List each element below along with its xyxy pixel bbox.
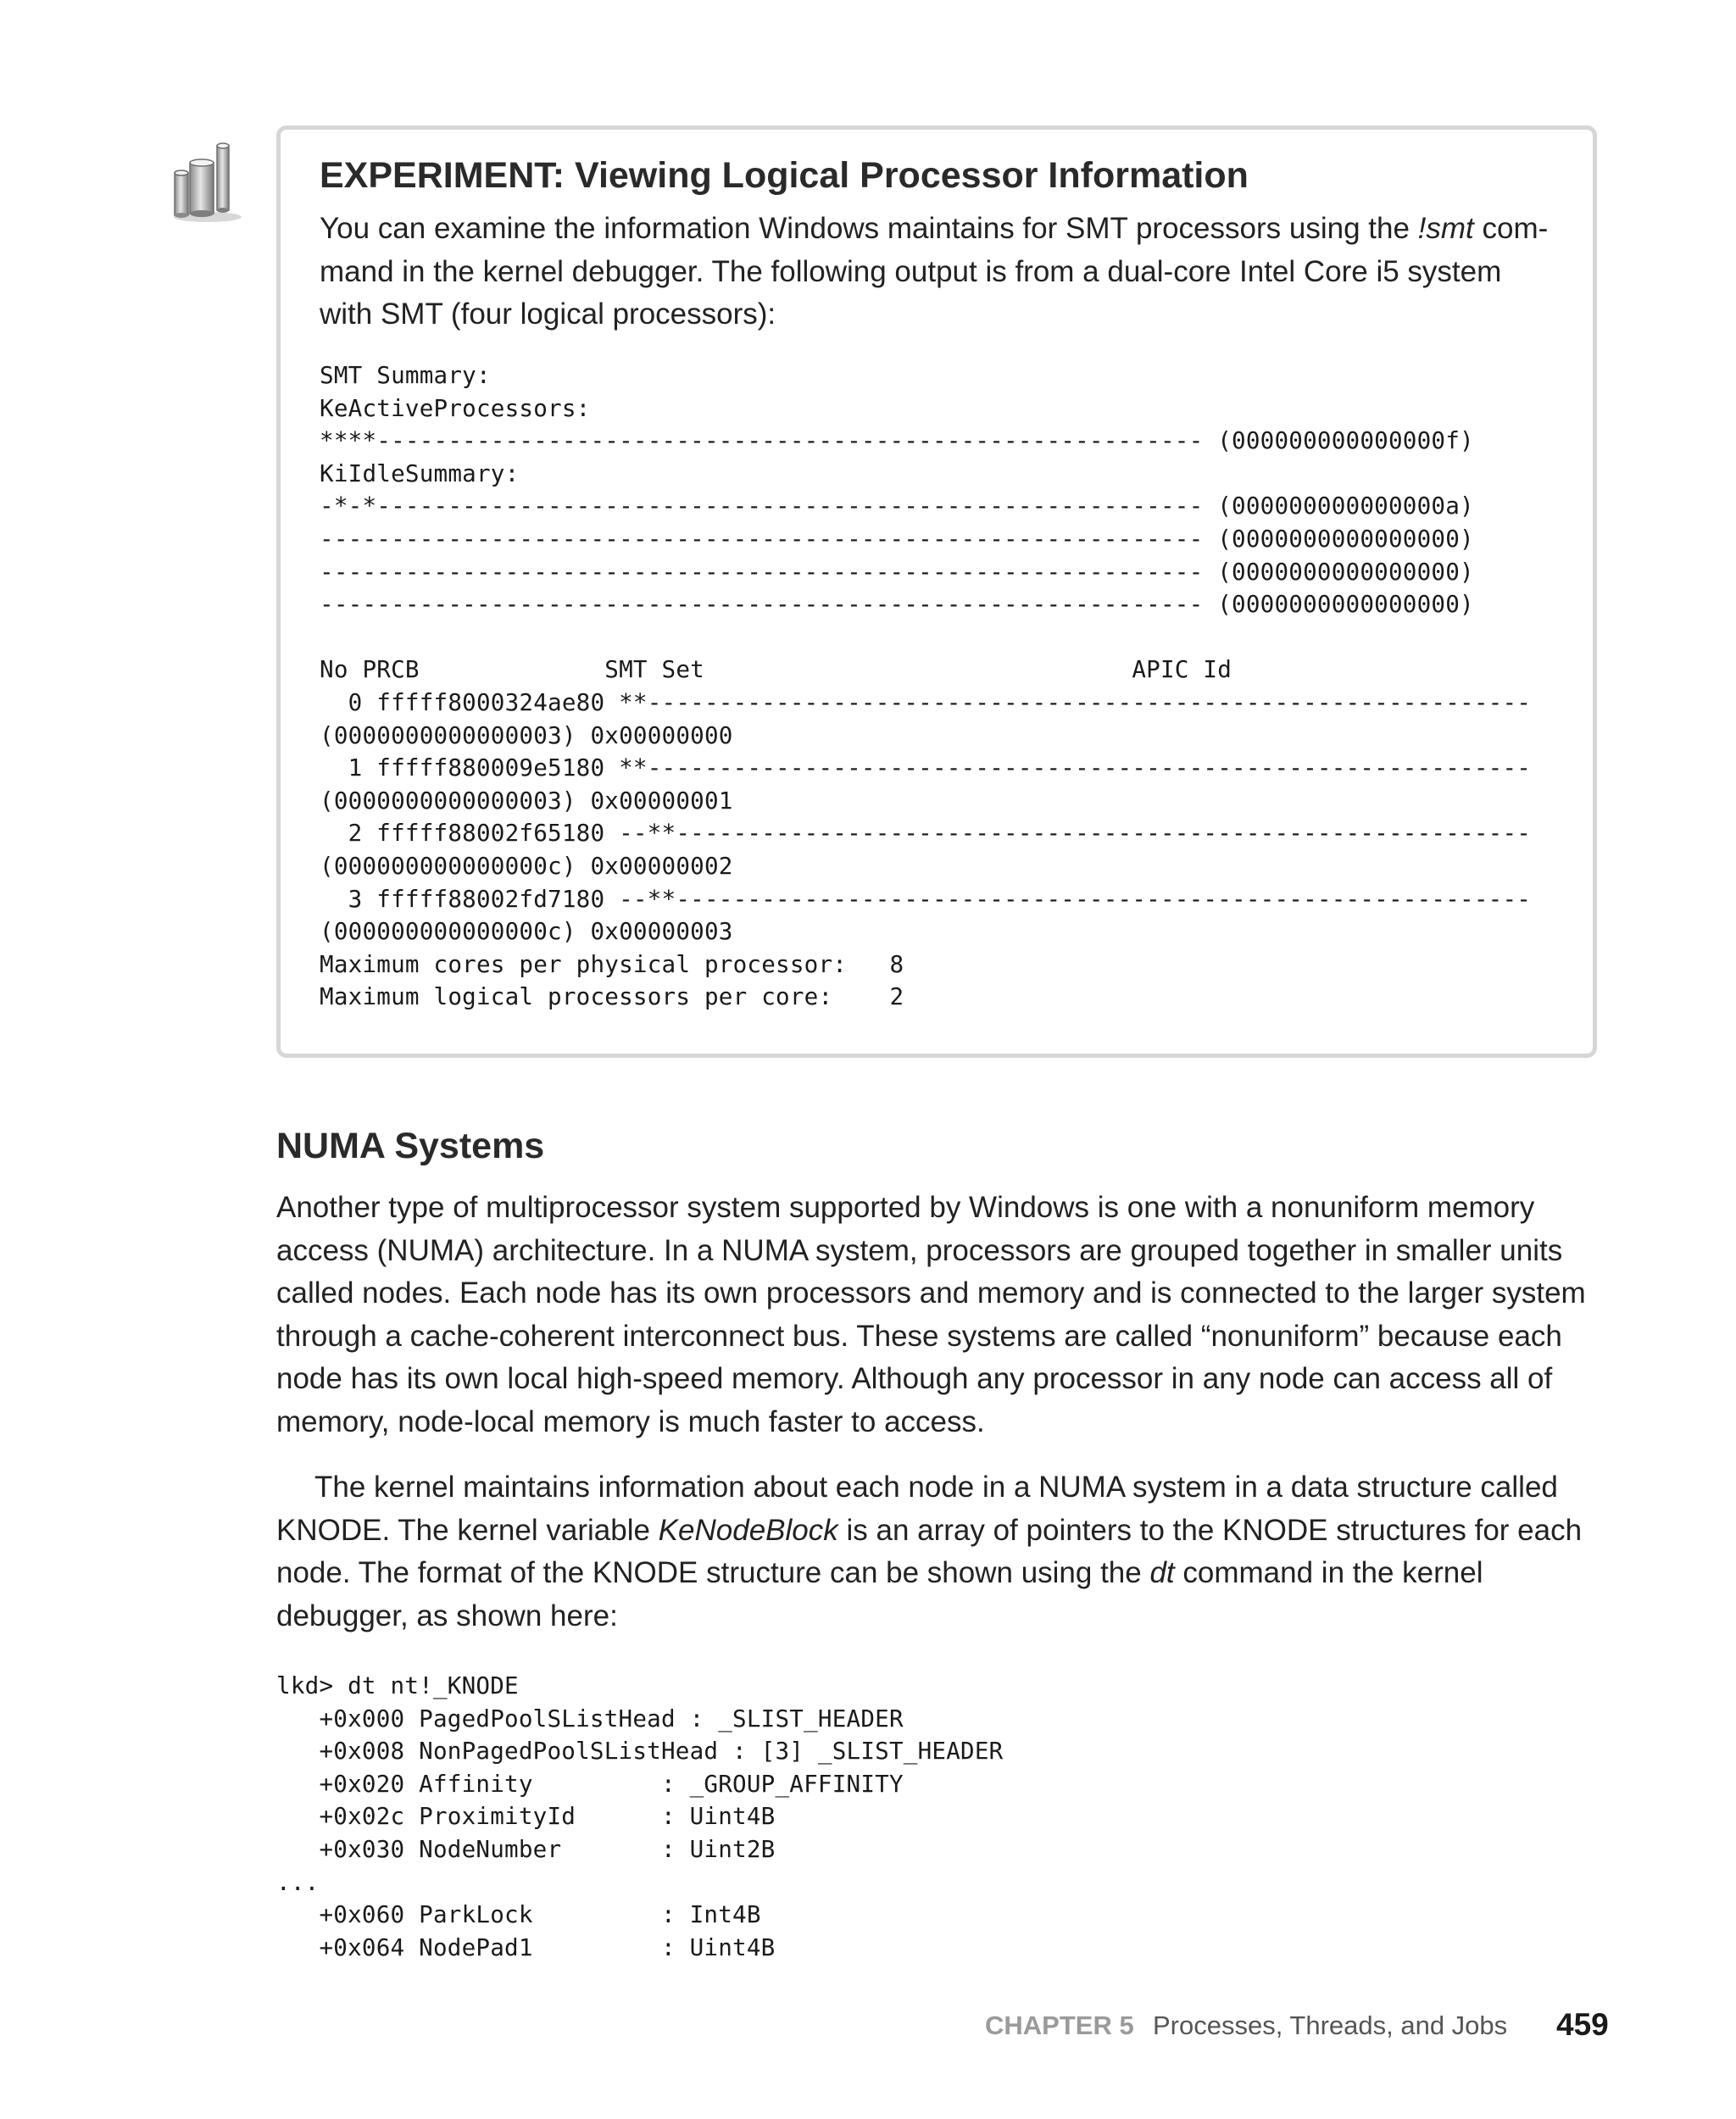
paragraph-text: command in the kernel [1174, 1556, 1483, 1589]
paragraph-line [276, 1552, 1599, 1595]
lab-beakers-icon [170, 139, 246, 224]
dt-command: dt [1149, 1556, 1175, 1589]
paragraph-line: debugger, as shown here: [276, 1599, 618, 1632]
paragraph-text: is an array of pointers to the KNODE structures for each [837, 1513, 1583, 1547]
page-footer [0, 2007, 1736, 2053]
section-title: NUMA Systems [276, 1126, 545, 1166]
paragraph-line: Another type of multiprocessor system supported by Windows is one with a nonuniform memory [276, 1191, 1535, 1224]
numa-paragraph-1 [276, 1187, 1599, 1443]
paragraph-line [276, 1510, 1599, 1553]
smt-output-code-block: SMT Summary: KeActiveProcessors: ****---------------------------------------------------------- (000000000000000f) KiIdleSummary: -*-*---------------------------------------------------------- (000000000000000a) -------------------------------------------------------------- (0000000000000000) -------------------------------------------------------------- (0000000000000000) -------------------------------------------------------------- (0000000000000000) No PRCB SMT Set APIC Id 0 fffff8000324ae80 **-------------------------------------------------------------- (0000000000000003) 0x00000000 1 fffff880009e5180 **-------------------------------------------------------------- (0000000000000003) 0x00000001 2 fffff88002f65180 --**------------------------------------------------------------ (000000000000000c) 0x00000002 3 fffff88002fd7180 --**------------------------------------------------------------ (000000000000000c) 0x00000003 Maximum cores per physical processor: 8 Maximum logical processors per core: 2 [320, 361, 1532, 1011]
experiment-title: EXPERIMENT: Viewing Logical Processor Information [320, 155, 1249, 196]
experiment-intro-line-2: mand in the kernel debugger. The following output is from a dual-core Intel Core i5 system [320, 254, 1502, 288]
experiment-intro-line-3: with SMT (four logical processors): [320, 298, 776, 331]
page-number: 459 [1556, 2007, 1609, 2042]
paragraph-text: KNODE. The kernel variable [276, 1513, 659, 1547]
experiment-intro-line-1 [320, 208, 1557, 251]
intro-text: You can examine the information Windows maintains for SMT processors using the [320, 212, 1418, 245]
numa-paragraph-2 [276, 1466, 1599, 1638]
experiment-intro [320, 208, 1557, 336]
paragraph-line: memory, node-local memory is much faster to access. [276, 1404, 985, 1438]
intro-text: com- [1473, 212, 1549, 245]
knode-code-block: lkd> dt nt!_KNODE +0x000 PagedPoolSListHead : _SLIST_HEADER +0x008 NonPagedPoolSListHead : [3] _SLIST_HEADER +0x020 Affinity : _GROUP_AFFINITY +0x02c ProximityId : Uint4B +0x030 NodeNumber : Uint2B ... +0x060 ParkLock : Int4B +0x064 NodePad1 : Uint4B [276, 1671, 1004, 1961]
kenodeblock-term: KeNodeBlock [658, 1513, 838, 1547]
paragraph-line: access (NUMA) architecture. In a NUMA system, processors are grouped together in smaller units [276, 1233, 1563, 1267]
footer-chapter: CHAPTER 5 [985, 2011, 1134, 2040]
experiment-box [276, 125, 1597, 1058]
paragraph-line: The kernel maintains information about each node in a NUMA system in a data structure called [314, 1471, 1558, 1504]
smt-command: !smt [1417, 212, 1474, 245]
footer-chapter-title: Processes, Threads, and Jobs [1153, 2011, 1508, 2040]
paragraph-line: node has its own local high-speed memory. Although any processor in any node can access all of [276, 1362, 1553, 1395]
paragraph-line: through a cache-coherent interconnect bus. These systems are called “nonuniform” because each [276, 1319, 1562, 1353]
paragraph-line: called nodes. Each node has its own processors and memory and is connected to the larger system [276, 1276, 1586, 1310]
paragraph-text: node. The format of the KNODE structure can be shown using the [276, 1556, 1150, 1589]
